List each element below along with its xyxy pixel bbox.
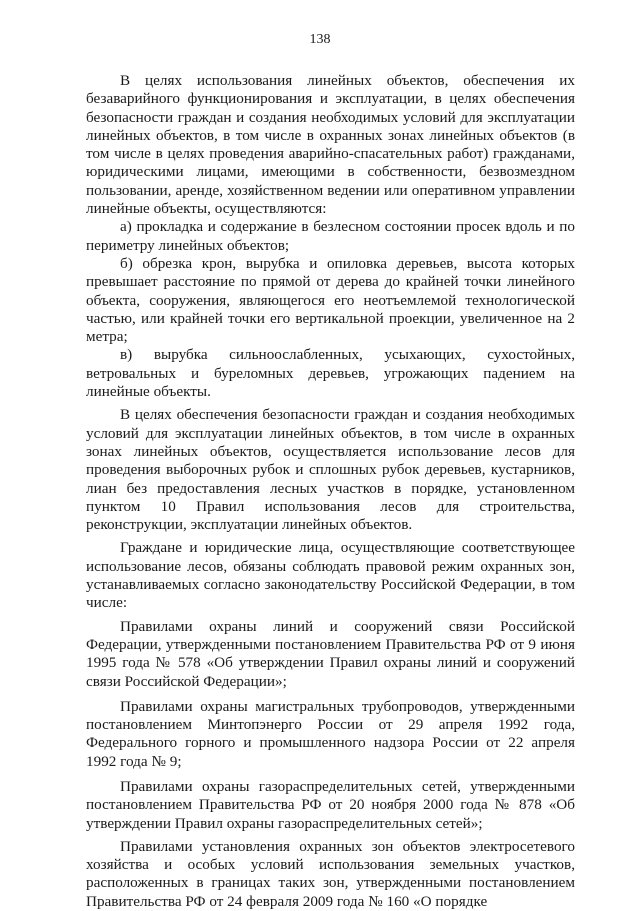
paragraph-item-a: а) прокладка и содержание в безлесном состоянии просек вдоль и по периметру линейных объектов; [86,218,575,254]
paragraph-rules-electric: Правилами установления охранных зон объектов электросетевого хозяйства и особых условий использования земельных участков, расположенных в границах таких зон, утвержденными постановлением Правительства РФ от 24 февраля 2009 года № 160 «О порядке [86,837,575,910]
page-number: 138 [309,32,331,47]
paragraph-rules-pipelines: Правилами охраны магистральных трубопроводов, утвержденными постановлением Минтопэнерго России от 29 апреля 1992 года, Федерального горного и промышленного надзора России от 22 апреля 1992 года № 9; [86,697,575,770]
paragraph-safety: В целях обеспечения безопасности граждан и создания необходимых условий для эксплуатации линейных объектов, в том числе в охранных зонах линейных объектов, осуществляется использование лесов для проведения выборочных рубок и сплошных рубок деревьев, кустарников, лиан без предоставления лесных участков в порядке, установленном пунктом 10 Правил использования лесов для строительства, реконструкции, эксплуатации линейных объектов. [86,406,575,534]
paragraph-item-v: в) вырубка сильноослабленных, усыхающих, сухостойных, ветровальных и буреломных деревьев, угрожающих падением на линейные объекты. [86,346,575,401]
paragraph-item-b: б) обрезка крон, вырубка и опиловка деревьев, высота которых превышает расстояние по прямой от дерева до крайней точки линейного объекта, сооружения, являющегося его неотъемлемой технологической частью, или крайней точки его вертикальной проекции, увеличенное на 2 метра; [86,254,575,346]
paragraph-obligations: Граждане и юридические лица, осуществляющие соответствующее использование лесов, обязаны соблюдать правовой режим охранных зон, устанавливаемых согласно законодательству Российской Федерации, в том числе: [86,539,575,612]
paragraph-intro: В целях использования линейных объектов, обеспечения их безаварийного функционирования и эксплуатации, в целях обеспечения безопасности граждан и создания необходимых условий для эксплуатации линейных объектов, в том числе в охранных зонах линейных объектов (в том числе в целях проведения аварийно-спасательных работ) гражданами, юридическими лицами, имеющими в собственности, безвозмездном пользовании, аренде, хозяйственном ведении или оперативном управлении линейные объекты, осуществляются: [86,72,575,218]
body-text [86,72,575,911]
paragraph-rules-gas: Правилами охраны газораспределительных сетей, утвержденными постановлением Правительства РФ от 20 ноября 2000 года № 878 «Об утверждении Правил охраны газораспределительных сетей»; [86,777,575,832]
paragraph-rules-communications: Правилами охраны линий и сооружений связи Российской Федерации, утвержденными постановлением Правительства РФ от 9 июня 1995 года № 578 «Об утверждении Правил охраны линий и сооружений связи Российской Федерации»; [86,617,575,690]
